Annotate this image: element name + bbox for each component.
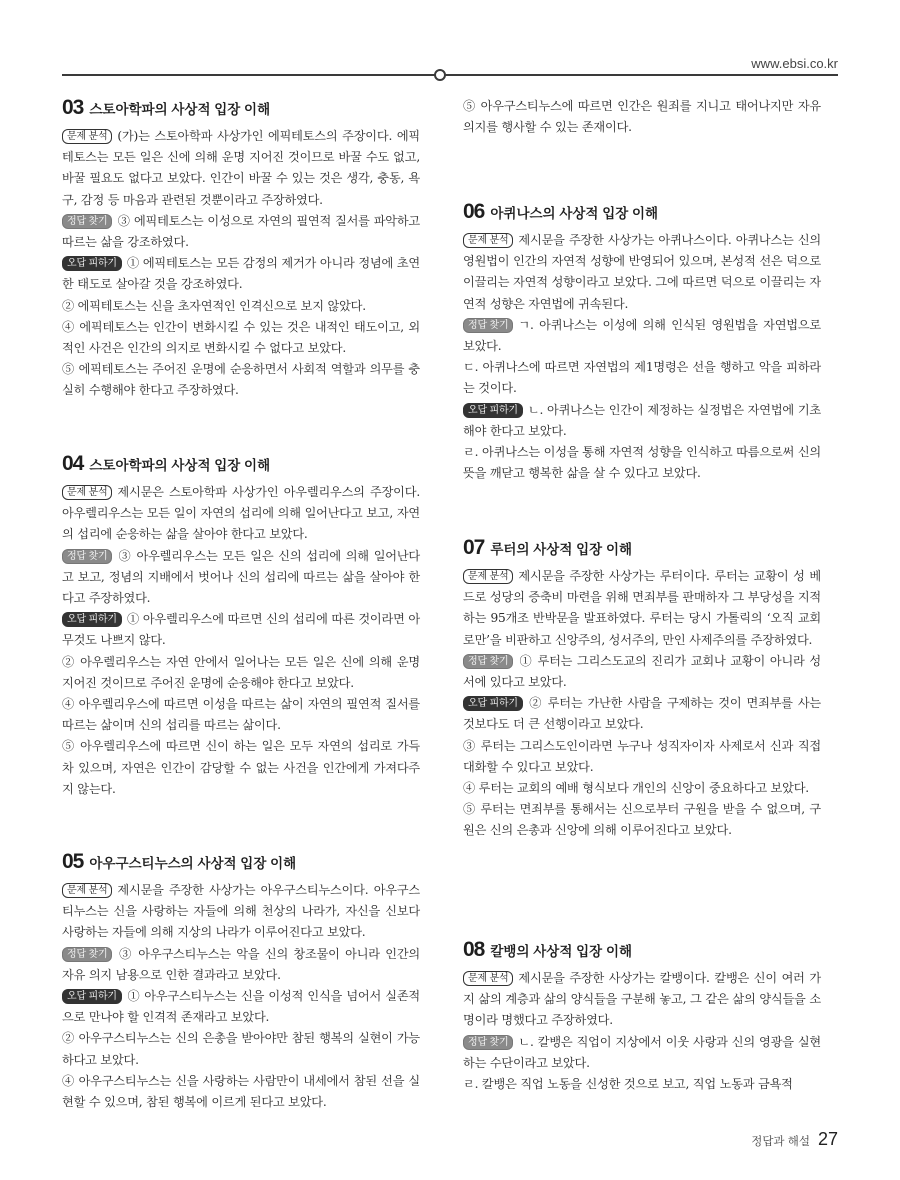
analysis-badge: 문제 분석 xyxy=(463,971,513,986)
correct-badge: 정답 찾기 xyxy=(62,947,112,962)
paragraph-text: ③ 루터는 그리스도인이라면 누구나 성직자이자 사제로서 신과 직접 대화할 수 있다고 보았다. xyxy=(463,738,821,774)
section-title: 스토아학파의 사상적 입장 이해 xyxy=(89,458,271,473)
explanation-paragraph xyxy=(463,315,821,357)
paragraph-text: ② 에픽테토스는 신을 초자연적인 인격신으로 보지 않았다. xyxy=(62,298,366,313)
section-title: 스토아학파의 사상적 입장 이해 xyxy=(89,102,271,117)
section-04 xyxy=(62,452,420,800)
section-05-continued xyxy=(463,96,821,138)
correct-badge: 정답 찾기 xyxy=(463,318,513,333)
paragraph-text: ⑤ 루터는 면죄부를 통해서는 신으로부터 구원을 받을 수 없으며, 구원은 신의 은총과 신앙에 의해 이루어진다고 보았다. xyxy=(463,802,821,838)
paragraph-text: 제시문은 스토아학파 사상가인 아우렐리우스의 주장이다. 아우렐리우스는 모든 일이 자연의 섭리에 의해 일어난다고 보고, 자연의 섭리에 순응하는 삶을 살아야 한다고 보았다. xyxy=(62,485,420,542)
section-number: 03 xyxy=(62,96,84,119)
site-url: www.ebsi.co.kr xyxy=(751,56,838,71)
explanation-paragraph xyxy=(463,1032,821,1074)
section-08 xyxy=(463,938,821,1095)
explanation-paragraph xyxy=(463,400,821,442)
explanation-paragraph xyxy=(463,693,821,735)
section-number: 08 xyxy=(463,938,485,961)
paragraph-text: 제시문을 주장한 사상가는 루터이다. 루터는 교황이 성 베드로 성당의 증축비 마련을 위해 면죄부를 판매하자 그 부당성을 지적하는 95개조 반박문을 발표하였다. 루터는 당시 가톨릭의 ‘오직 교회로만’을 비판하고 신앙주의, 성서주의, 만인 사제주의를 주장하였다. xyxy=(463,569,821,647)
section-title: 칼뱅의 사상적 입장 이해 xyxy=(490,944,633,959)
explanation-paragraph xyxy=(463,736,821,778)
section-number: 04 xyxy=(62,452,84,475)
explanation-paragraph xyxy=(62,944,420,986)
paragraph-text: 제시문을 주장한 사상가는 아우구스티누스이다. 아우구스티누스는 신을 사랑하는 자들에 의해 천상의 나라가, 자신을 신보다 사랑하는 자들에 의해 지상의 나라가 이루어진다고 보았다. xyxy=(62,883,420,940)
explanation-paragraph xyxy=(463,778,821,799)
explanation-paragraph xyxy=(463,1074,821,1095)
explanation-paragraph xyxy=(62,880,420,944)
header-rule xyxy=(62,74,838,76)
paragraph-text: ① 아우렐리우스에 따르면 신의 섭리에 따른 것이라면 아무것도 나쁘지 않다. xyxy=(62,612,420,648)
wrong-badge: 오답 피하기 xyxy=(463,696,523,711)
explanation-paragraph xyxy=(463,96,821,138)
section-number: 06 xyxy=(463,200,485,223)
wrong-badge: 오답 피하기 xyxy=(62,612,122,627)
explanation-paragraph xyxy=(62,317,420,359)
section-title: 루터의 사상적 입장 이해 xyxy=(490,542,633,557)
paragraph-text: ⑤ 아우렐리우스에 따르면 신이 하는 일은 모두 자연의 섭리로 가득 차 있으며, 자연은 인간이 감당할 수 없는 사건을 인간에게 가져다주지 않는다. xyxy=(62,739,420,796)
paragraph-text: ③ 아우구스티누스는 악을 신의 창조물이 아니라 인간의 자유 의지 남용으로 인한 결과라고 보았다. xyxy=(62,946,420,982)
section-heading xyxy=(463,200,821,224)
correct-badge: 정답 찾기 xyxy=(463,654,513,669)
explanation-paragraph xyxy=(62,986,420,1028)
analysis-badge: 문제 분석 xyxy=(62,883,112,898)
section-heading xyxy=(62,96,420,120)
paragraph-text: ② 루터는 가난한 사람을 구제하는 것이 면죄부를 사는 것보다도 더 큰 선행이라고 보았다. xyxy=(463,696,821,732)
section-number: 05 xyxy=(62,850,84,873)
section-heading xyxy=(463,938,821,962)
paragraph-text: ③ 아우렐리우스는 모든 일은 신의 섭리에 의해 일어난다고 보고, 정념의 지배에서 벗어나 신의 섭리에 따르는 삶을 살아야 한다고 주장하였다. xyxy=(62,548,420,606)
analysis-badge: 문제 분석 xyxy=(463,569,513,584)
analysis-badge: 문제 분석 xyxy=(62,485,112,500)
explanation-paragraph xyxy=(463,230,821,315)
correct-badge: 정답 찾기 xyxy=(62,549,112,564)
paragraph-text: ④ 에픽테토스는 인간이 변화시킬 수 있는 것은 내적인 태도이고, 외적인 사건은 인간의 의지로 변화시킬 수 없다고 보았다. xyxy=(62,319,420,356)
paragraph-text: (가)는 스토아학파 사상가인 에픽테토스의 주장이다. 에픽테토스는 모든 일은 신에 의해 운명 지어진 것이므로 바꿀 수도 없고, 바꿀 필요도 없다고 보았다. 인간이 바꿀 수 있는 것은 생각, 충동, 욕구, 감정 등 마음과 관련된 것뿐이라고 주장하였다. xyxy=(62,129,420,207)
paragraph-text: 제시문을 주장한 사상가는 칼뱅이다. 칼뱅은 신이 여러 가지 삶의 계층과 삶의 양식들을 구분해 놓고, 그 같은 삶의 양식들을 소명이라 명했다고 주장하였다. xyxy=(463,971,821,1028)
section-title: 아우구스티누스의 사상적 입장 이해 xyxy=(89,856,297,871)
paragraph-text: ④ 루터는 교회의 예배 형식보다 개인의 신앙이 중요하다고 보았다. xyxy=(463,781,809,796)
correct-badge: 정답 찾기 xyxy=(463,1035,513,1050)
paragraph-text: ㄹ. 칼뱅은 직업 노동을 신성한 것으로 보고, 직업 노동과 금욕적 xyxy=(463,1077,793,1092)
explanation-paragraph xyxy=(463,442,821,484)
footer-label: 정답과 해설 xyxy=(751,1136,810,1148)
page-footer xyxy=(751,1129,838,1150)
paragraph-text: ① 에픽테토스는 모든 감정의 제거가 아니라 정념에 초연한 태도로 살아갈 것을 강조하였다. xyxy=(62,256,420,292)
section-03 xyxy=(62,96,420,402)
explanation-paragraph xyxy=(62,482,420,546)
section-number: 07 xyxy=(463,536,485,559)
paragraph-text: ㄹ. 아퀴나스는 이성을 통해 자연적 성향을 인식하고 따름으로써 신의 뜻을 깨닫고 행복한 삶을 살 수 있다고 보았다. xyxy=(463,445,821,481)
section-heading xyxy=(62,850,420,874)
explanation-paragraph xyxy=(62,211,420,253)
explanation-paragraph xyxy=(62,126,420,211)
paragraph-text: 제시문을 주장한 사상가는 아퀴나스이다. 아퀴나스는 신의 영원법이 인간의 자연적 성향에 반영되어 있으며, 본성적 선은 덕으로 이끌리는 자연적 성향이라고 보았다. 그에 따르면 덕으로 이끌리는 자연적 성향은 자연법에 귀속된다. xyxy=(463,233,821,311)
paragraph-text: ㄴ. 칼뱅은 직업이 지상에서 이웃 사랑과 신의 영광을 실현하는 수단이라고 보았다. xyxy=(463,1034,821,1070)
paragraph-text: ④ 아우렐리우스에 따르면 이성을 따르는 삶이 자연의 필연적 질서를 따르는 삶이며 신의 섭리를 따르는 삶이다. xyxy=(62,697,420,733)
wrong-badge: 오답 피하기 xyxy=(62,989,122,1004)
section-05 xyxy=(62,850,420,1110)
explanation-paragraph xyxy=(463,799,821,841)
explanation-paragraph xyxy=(62,1071,420,1113)
paragraph-text: ㄱ. 아퀴나스는 이성에 의해 인식된 영원법을 자연법으로 보았다. xyxy=(463,317,821,354)
explanation-paragraph xyxy=(62,652,420,694)
wrong-badge: 오답 피하기 xyxy=(463,403,523,418)
analysis-badge: 문제 분석 xyxy=(463,233,513,248)
paragraph-text: ⑤ 에픽테토스는 주어진 운명에 순응하면서 사회적 역할과 의무를 충실히 수행해야 한다고 주장하였다. xyxy=(62,362,420,398)
explanation-paragraph xyxy=(463,357,821,399)
paragraph-text: ③ 에픽테토스는 이성으로 자연의 필연적 질서를 파악하고 따르는 삶을 강조하였다. xyxy=(62,213,420,250)
explanation-paragraph xyxy=(62,546,420,610)
paragraph-text: ① 아우구스티누스는 신을 이성적 인식을 넘어서 실존적으로 만나야 할 인격적 존재라고 보았다. xyxy=(62,989,420,1025)
paragraph-text: ② 아우구스티누스는 신의 은총을 받아야만 참된 행복의 실현이 가능하다고 보았다. xyxy=(62,1031,420,1067)
section-heading xyxy=(62,452,420,476)
section-title: 아퀴나스의 사상적 입장 이해 xyxy=(490,206,659,221)
explanation-paragraph xyxy=(463,566,821,651)
explanation-paragraph xyxy=(62,736,420,800)
paragraph-text: ④ 아우구스티누스는 신을 사랑하는 사람만이 내세에서 참된 선을 실현할 수 있으며, 참된 행복에 이르게 된다고 보았다. xyxy=(62,1073,420,1110)
explanation-paragraph xyxy=(463,968,821,1032)
section-heading xyxy=(463,536,821,560)
paragraph-text: ㄴ. 아퀴나스는 인간이 제정하는 실정법은 자연법에 기초해야 한다고 보았다. xyxy=(463,402,821,438)
paragraph-text: ① 루터는 그리스도교의 진리가 교회나 교황이 아니라 성서에 있다고 보았다. xyxy=(463,653,821,690)
section-06 xyxy=(463,200,821,484)
section-07 xyxy=(463,536,821,842)
explanation-paragraph xyxy=(62,359,420,401)
explanation-paragraph xyxy=(62,1028,420,1070)
page-number: 27 xyxy=(817,1129,838,1149)
paragraph-text: ㄷ. 아퀴나스에 따르면 자연법의 제1명령은 선을 행하고 악을 피하라는 것이다. xyxy=(463,360,821,396)
explanation-paragraph xyxy=(62,253,420,295)
explanation-paragraph xyxy=(62,694,420,736)
paragraph-text: ⑤ 아우구스티누스에 따르면 인간은 원죄를 지니고 태어나지만 자유 의지를 행사할 수 있는 존재이다. xyxy=(463,99,821,135)
correct-badge: 정답 찾기 xyxy=(62,214,112,229)
paragraph-text: ② 아우렐리우스는 자연 안에서 일어나는 모든 일은 신에 의해 운명 지어진 것이므로 주어진 운명에 순응해야 한다고 보았다. xyxy=(62,654,420,690)
explanation-paragraph xyxy=(463,651,821,693)
explanation-paragraph xyxy=(62,296,420,317)
wrong-badge: 오답 피하기 xyxy=(62,256,122,271)
analysis-badge: 문제 분석 xyxy=(62,129,112,144)
explanation-paragraph xyxy=(62,609,420,651)
